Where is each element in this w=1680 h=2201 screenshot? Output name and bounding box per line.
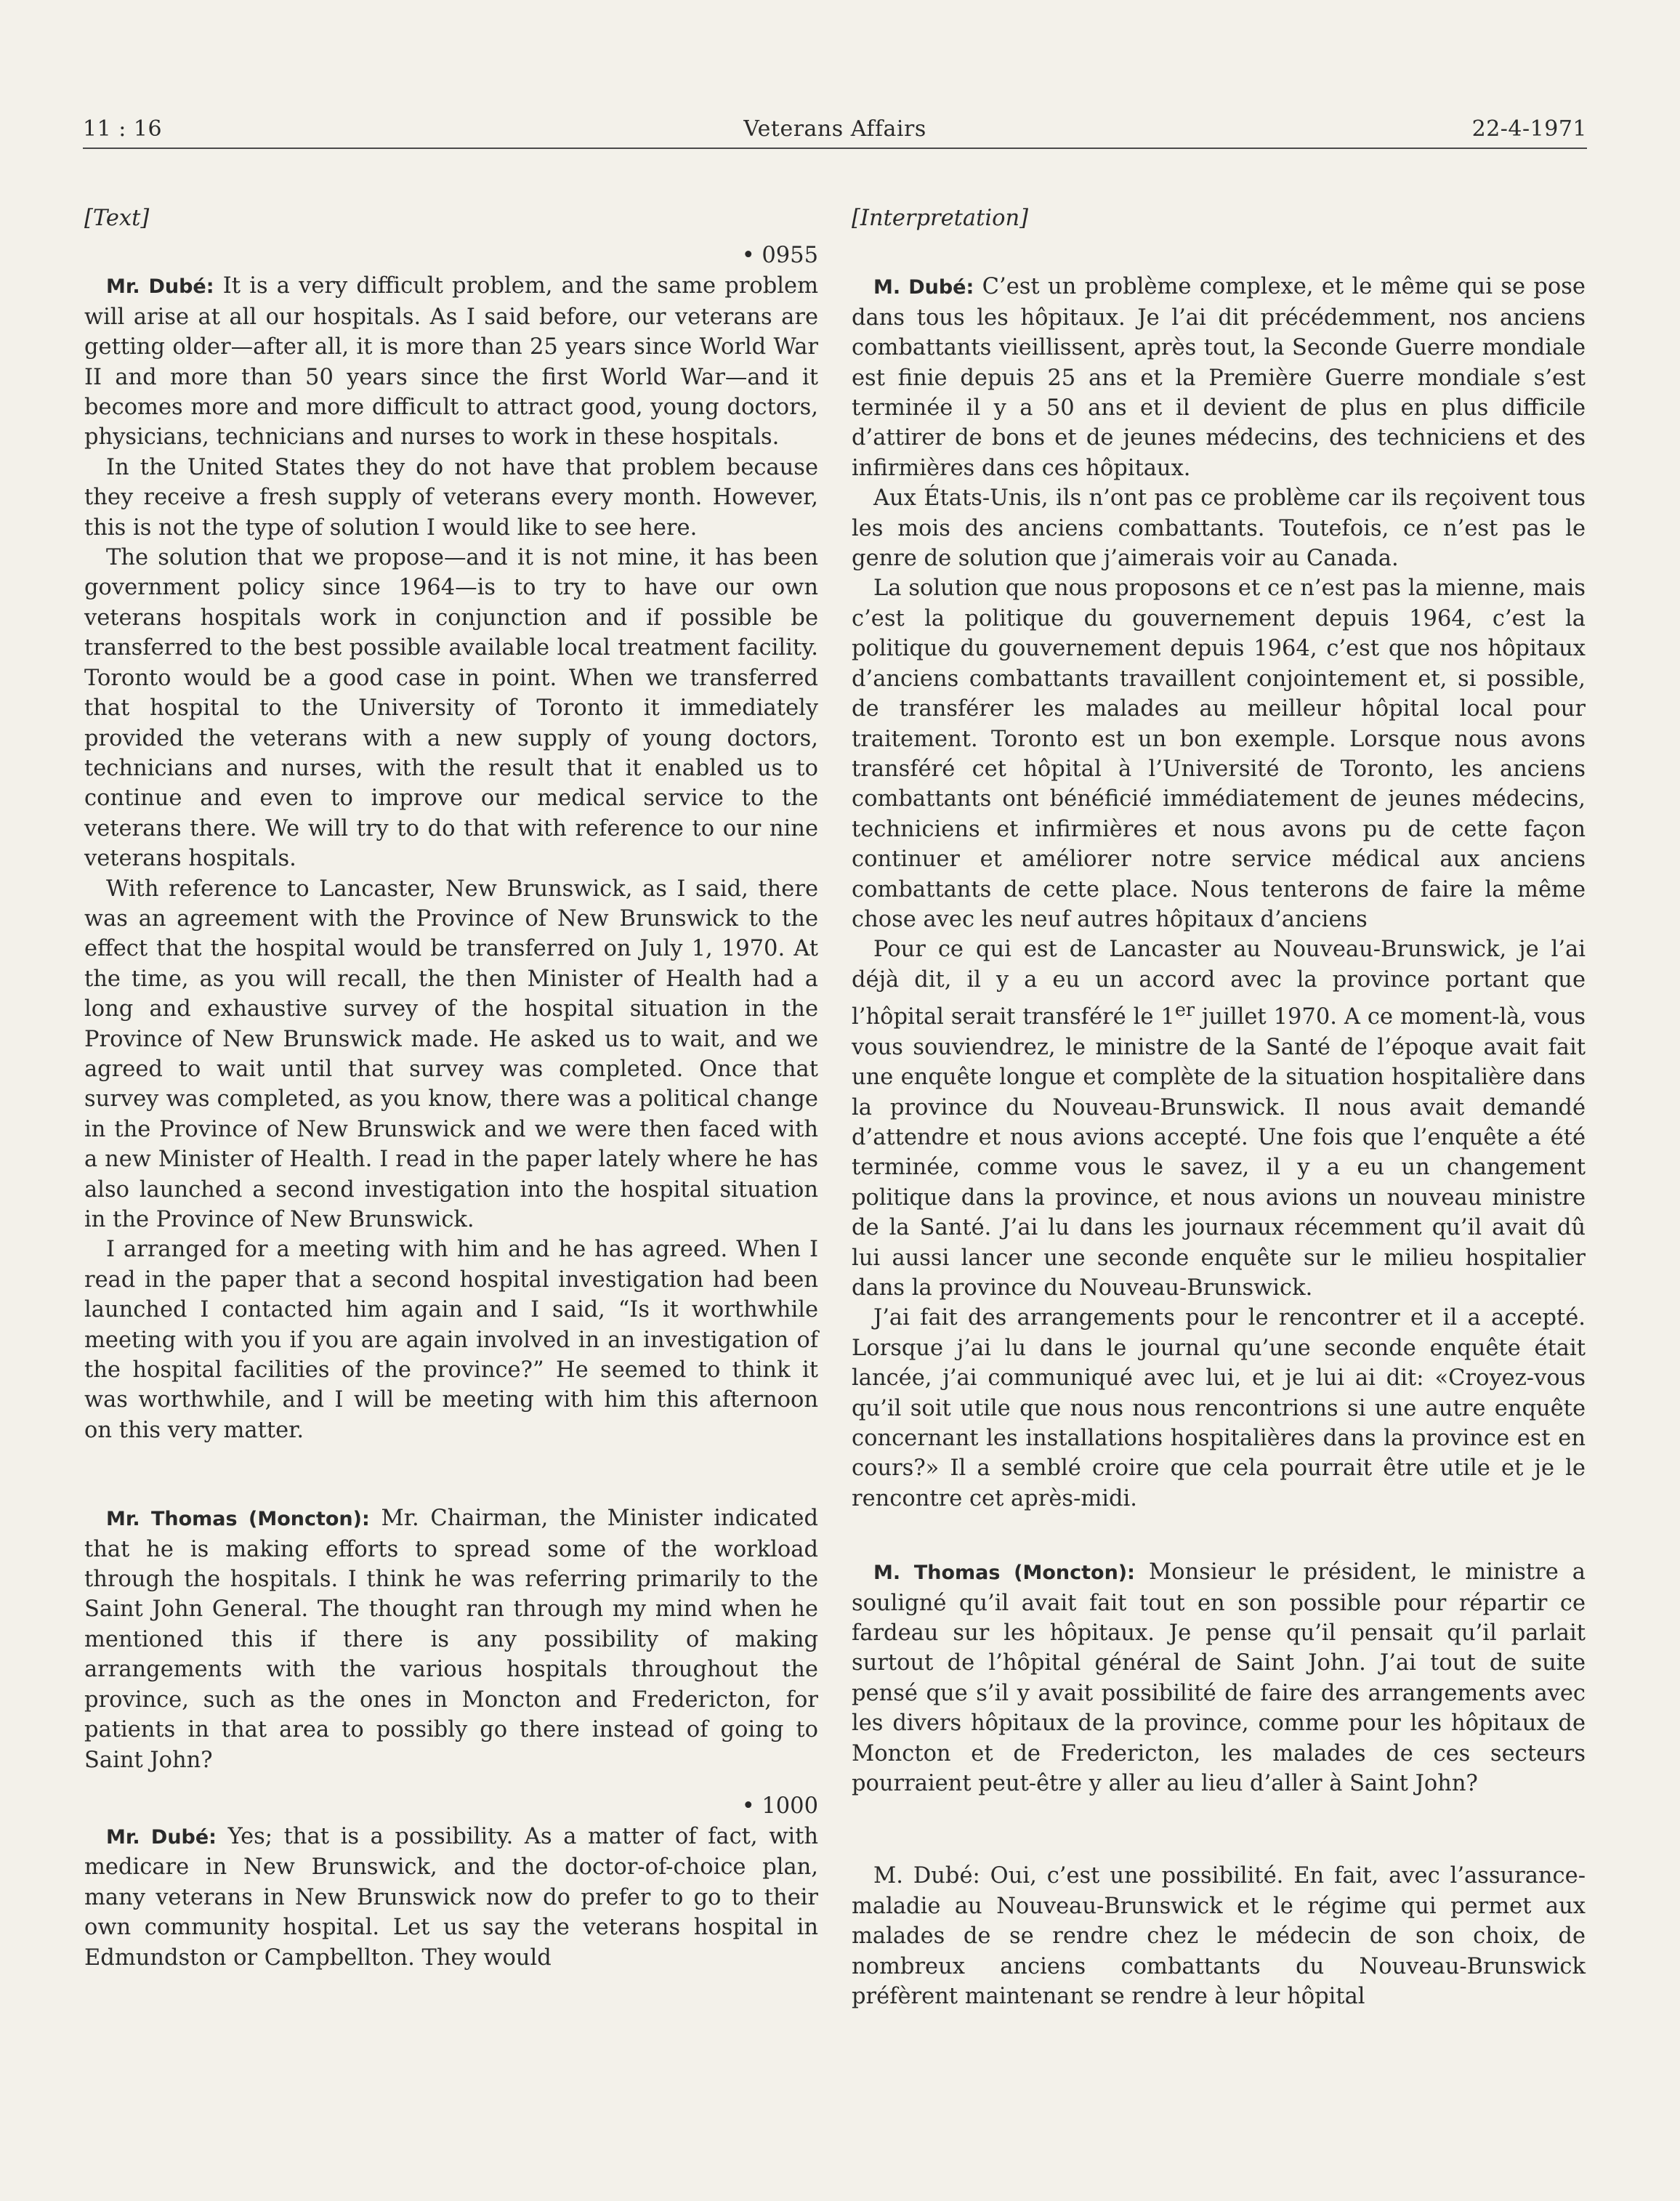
time-marker: • 1000 [741,1793,818,1819]
paragraph: With reference to Lancaster, New Brunswick, as I said, there was an agreement with the Province of New Brunswick to the effect that the hospital would be transferred on July 1, 1970. At the time, as you will recall, the then Minister of Health had a long and exhaustive survey of the hospital situation in the Province of New Brunswick made. He asked us to wait, and we agreed to wait until that survey was completed. Once that survey was completed, as you know, there was a political change in the Province of New Brunswick and we were then faced with a new Minister of Health. I read in the paper lately where he has also launched a second investigation into the hospital situation in the Province of New Brunswick. [84,876,818,1232]
header-rule [83,148,1587,149]
spacer [84,1445,818,1503]
date: 22-4-1971 [1471,116,1587,142]
speech-text: Mr. Chairman, the Minister indicated that he is making efforts to spread some of the workload through the hospitals. I think he was referring primarily to the Saint John General. The thought ran through my mind when he mentioned this if there is any possibility of making arrangements with the various hospitals throughout the province, such as the ones in Moncton and Fredericton, for patients in that area to possibly go there instead of going to Saint John? [84,1506,818,1773]
running-header [83,109,1587,148]
paragraph [852,1557,1586,1798]
language-label: [Interpretation] [852,206,1028,231]
english-column [84,203,818,1973]
paragraph: The solution that we propose—and it is not mine, it has been government policy since 1964—is to try to have our own veterans hospitals work in conjunction and if possible be transferred to the best possible available local treatment facility. Toronto would be a good case in point. When we transferred that hospital to the University of Toronto it immediately provided the veterans with a new supply of young doctors, technicians and nurses, with the result that it enabled us to continue and even to improve our medical service to the veterans there. We will try to do that with reference to our nine veterans hospitals. [84,545,818,872]
publication-title: Veterans Affairs [743,116,926,142]
speech-text: C’est un problème complexe, et le même qui se pose dans tous les hôpitaux. Je l’ai dit précédemment, nos anciens combattants vieillissent, après tout, la Seconde Guerre mondiale est finie depuis 25 ans et la Première Guerre mondiale s’est terminée il y a 50 ans et il devient de plus en plus difficile d’attirer de bons et de jeunes médecins, des techniciens et des infirmières dans ces hôpitaux. [852,274,1586,481]
paragraph [84,1503,818,1775]
time-marker: • 0955 [741,243,818,269]
spacer [84,1775,818,1791]
page-number: 11 : 16 [83,116,163,142]
paragraph [852,272,1586,483]
speaker-name: M. Dubé: [873,276,974,299]
paragraph [852,934,1586,1303]
paragraph: La solution que nous proposons et ce n’est pas la mienne, mais c’est la politique du gouvernement depuis 1964, c’est la politique du gouvernement depuis 1964, c’est que nos hôpitaux d’anciens combattants travaillent conjointement et, si possible, de transférer les malades au meilleur hôpital local pour traitement. Toronto est un bon exemple. Lorsque nous avons transféré cet hôpital à l’Université de Toronto, les anciens combattants ont bénéficié immédiatement de jeunes médecins, techniciens et infirmières et nous avons pu de cette façon continuer et améliorer notre service médical aux anciens combattants de cette place. Nous tenterons de faire la même chose avec les neuf autres hôpitaux d’anciens [852,576,1586,932]
spacer [852,241,1586,272]
paragraph: J’ai fait des arrangements pour le rencontrer et il a accepté. Lorsque j’ai lu dans le journal qu’une seconde enquête était lancée, j’ai communiqué avec lui, et je lui ai dit: «Croyez-vous qu’il soit utile que nous nous rencontrions si une autre enquête concernant les installations hospitalières dans la province est en cours?» Il a semblé croire que cela pourrait être utile et je le rencontre cet après-midi. [852,1305,1586,1511]
paragraph: Aux États-Unis, ils n’ont pas ce problème car ils reçoivent tous les mois des anciens combattants. Toutefois, ce n’est pas le genre de solution que j’aimerais voir au Canada. [852,485,1586,572]
paragraph: M. Dubé: Oui, c’est une possibilité. En fait, avec l’assurance-maladie au Nouveau-Brunswick et le régime qui permet aux malades de se rendre chez le médecin de son choix, de nombreux anciens combattants du Nouveau-Brunswick préfèrent maintenant se rendre à leur hôpital [852,1863,1586,2010]
speech-text: It is a very difficult problem, and the same problem will arise at all our hospitals. As I said before, our veterans are getting older—after all, it is more than 25 years since World War II and more than 50 years since the first World War—and it becomes more and more difficult to attract good, young doctors, physicians, technicians and nurses to work in these hospitals. [84,273,818,451]
speech-text: juillet 1970. A ce moment-là, vous vous souviendrez, le ministre de la Santé de l’époque avait fait une enquête longue et complète de la situation hospitalière dans la province du Nouveau-Brunswick. Il nous avait demandé d’attendre et nous avions accepté. Une fois que l’enquête a été terminée, comme vous le savez, il y a eu un changement politique dans la province, et nous avions un nouveau ministre de la Santé. J’ai lu dans les journaux récemment qu’il avait dû lui aussi lancer une seconde enquête sur le milieu hospitalier dans la province du Nouveau-Brunswick. [852,1004,1586,1301]
speech-text: Yes; that is a possibility. As a matter of fact, with medicare in New Brunswick, and the doctor-of-choice plan, many veterans in New Brunswick now do prefer to go to their own community hospital. Let us say the veterans hospital in Edmundston or Campbellton. They would [84,1823,818,1971]
speech-text: Monsieur le président, le ministre a souligné qu’il avait fait tout en son possible pour répartir ce fardeau sur les hôpitaux. Je pense qu’il pensait qu’il parlait surtout de l’hôpital général de Saint John. J’ai tout de suite pensé que s’il y avait possibilité de faire des arrangements avec les divers hôpitaux de la province, comme pour les hôpitaux de Moncton et de Fredericton, les malades de ces secteurs pourraient peut-être y aller au lieu d’aller à Saint John? [852,1559,1586,1797]
superscript: er [1174,998,1195,1021]
spacer [852,1798,1586,1861]
speaker-name: Mr. Dubé: [106,275,214,299]
speaker-name: Mr. Dubé: [106,1825,217,1849]
paragraph [84,1822,818,1973]
speech-text: Pour ce qui est de Lancaster au Nouveau-Brunswick, je l’ai déjà dit, il y a eu un accord avec la province portant que l’hôpital serait transféré le 1 [852,937,1586,1030]
speaker-name: Mr. Thomas (Moncton): [106,1508,370,1531]
french-column [852,203,1586,2012]
language-label: [Text] [84,206,150,231]
paragraph: I arranged for a meeting with him and he has agreed. When I read in the paper that a second hospital investigation had been launched I contacted him again and I said, “Is it worthwhile meeting with you if you are again involved in an investigation of the hospital facilities of the province?” He seemed to think it was worthwhile, and I will be meeting with him this afternoon on this very matter. [84,1237,818,1443]
paragraph [84,271,818,452]
spacer [852,1514,1586,1557]
speaker-name: M. Thomas (Moncton): [873,1562,1135,1585]
paragraph: In the United States they do not have that problem because they receive a fresh supply of veterans every month. However, this is not the type of solution I would like to see here. [84,454,818,541]
